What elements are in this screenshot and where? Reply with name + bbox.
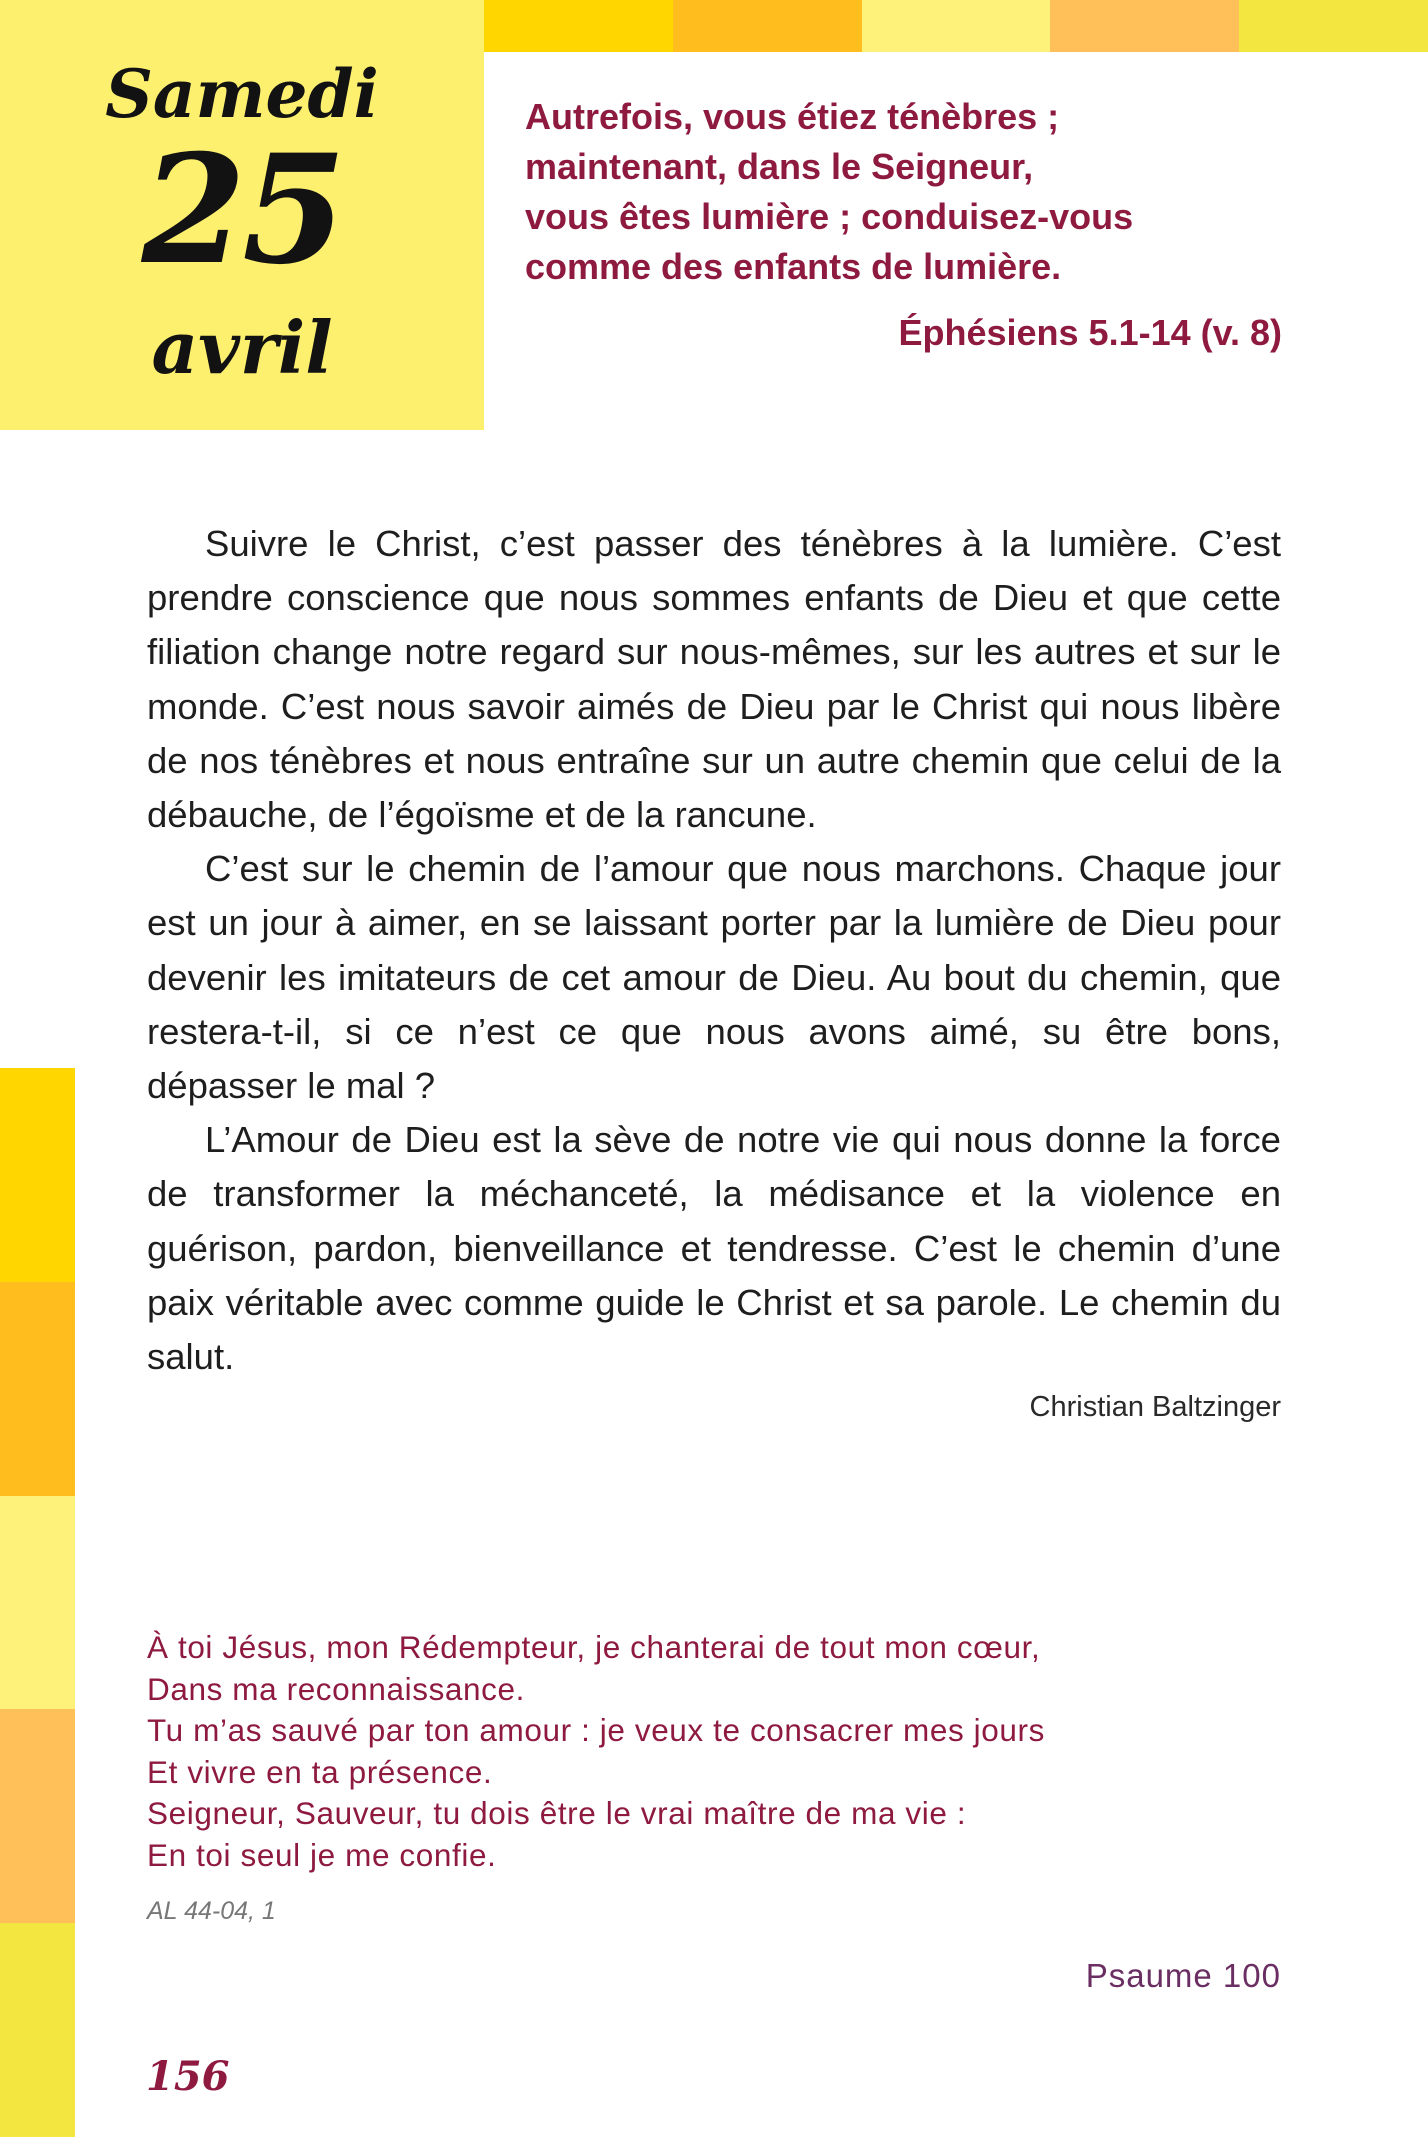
hymn-reference: AL 44-04, 1 bbox=[147, 1897, 276, 1925]
weekday: Samedi bbox=[105, 55, 379, 133]
top-color-strip bbox=[484, 0, 1428, 52]
strip-block bbox=[0, 1282, 75, 1496]
verse-line: maintenant, dans le Seigneur, bbox=[525, 146, 1034, 187]
side-color-strip bbox=[0, 1068, 75, 2137]
author: Christian Baltzinger bbox=[1029, 1391, 1281, 1423]
verse-line: Autrefois, vous étiez ténèbres ; bbox=[525, 96, 1060, 137]
hymn-line: En toi seul je me confie. bbox=[147, 1836, 497, 1873]
strip-block bbox=[0, 1068, 75, 1282]
hymn-line: Seigneur, Sauveur, tu dois être le vrai maître de ma vie : bbox=[147, 1795, 967, 1831]
meditation-paragraph: C’est sur le chemin de l’amour que nous marchons. Chaque jour est un jour à aimer, en se laissant porter par la lumière de Dieu pour devenir les imitateurs de cet amour de Dieu. Au bout du chemin, que restera-t-il, si ce n’est ce que nous avons aimé, su être bons, dépasser le mal ? bbox=[147, 848, 1281, 1107]
strip-block bbox=[1239, 0, 1428, 52]
verse-reference: Éphésiens 5.1-14 (v. 8) bbox=[898, 312, 1282, 353]
meditation-text bbox=[147, 517, 1281, 1384]
strip-block bbox=[0, 1709, 75, 1923]
hymn-line: À toi Jésus, mon Rédempteur, je chanterai de tout mon cœur, bbox=[147, 1629, 1041, 1665]
psalm-reference: Psaume 100 bbox=[1085, 1957, 1281, 1994]
strip-block bbox=[0, 1923, 75, 2137]
hymn bbox=[147, 1627, 1147, 1876]
bible-verse bbox=[525, 92, 1285, 292]
day-number: 25 bbox=[141, 122, 343, 298]
strip-block bbox=[862, 0, 1051, 52]
hymn-line: Et vivre en ta présence. bbox=[147, 1753, 493, 1790]
strip-block bbox=[0, 1496, 75, 1710]
hymn-line: Dans ma reconnaissance. bbox=[147, 1670, 525, 1707]
strip-block bbox=[673, 0, 862, 52]
page-number: 156 bbox=[146, 2053, 230, 2100]
date-box bbox=[0, 0, 484, 430]
meditation-paragraph: L’Amour de Dieu est la sève de notre vie qui nous donne la force de transformer la méchanceté, la médisance et la violence en guérison, pardon, bienveillance et tendresse. C’est le chemin d’une paix véritable avec comme guide le Christ et sa parole. Le chemin du salut. bbox=[147, 1119, 1281, 1378]
verse-line: vous êtes lumière ; conduisez-vous bbox=[525, 196, 1134, 237]
hymn-line: Tu m’as sauvé par ton amour : je veux te consacrer mes jours bbox=[147, 1712, 1045, 1748]
verse-line: comme des enfants de lumière. bbox=[525, 246, 1062, 287]
meditation-paragraph: Suivre le Christ, c’est passer des ténèbres à la lumière. C’est prendre conscience que nous sommes enfants de Dieu et que cette filiation change notre regard sur nous-mêmes, sur les autres et sur le monde. C’est nous savoir aimés de Dieu par le Christ qui nous libère de nos ténèbres et nous entraîne sur un autre chemin que celui de la débauche, de l’égoïsme et de la rancune. bbox=[147, 523, 1281, 836]
strip-block bbox=[1050, 0, 1239, 52]
month: avril bbox=[151, 305, 333, 390]
strip-block bbox=[484, 0, 673, 52]
